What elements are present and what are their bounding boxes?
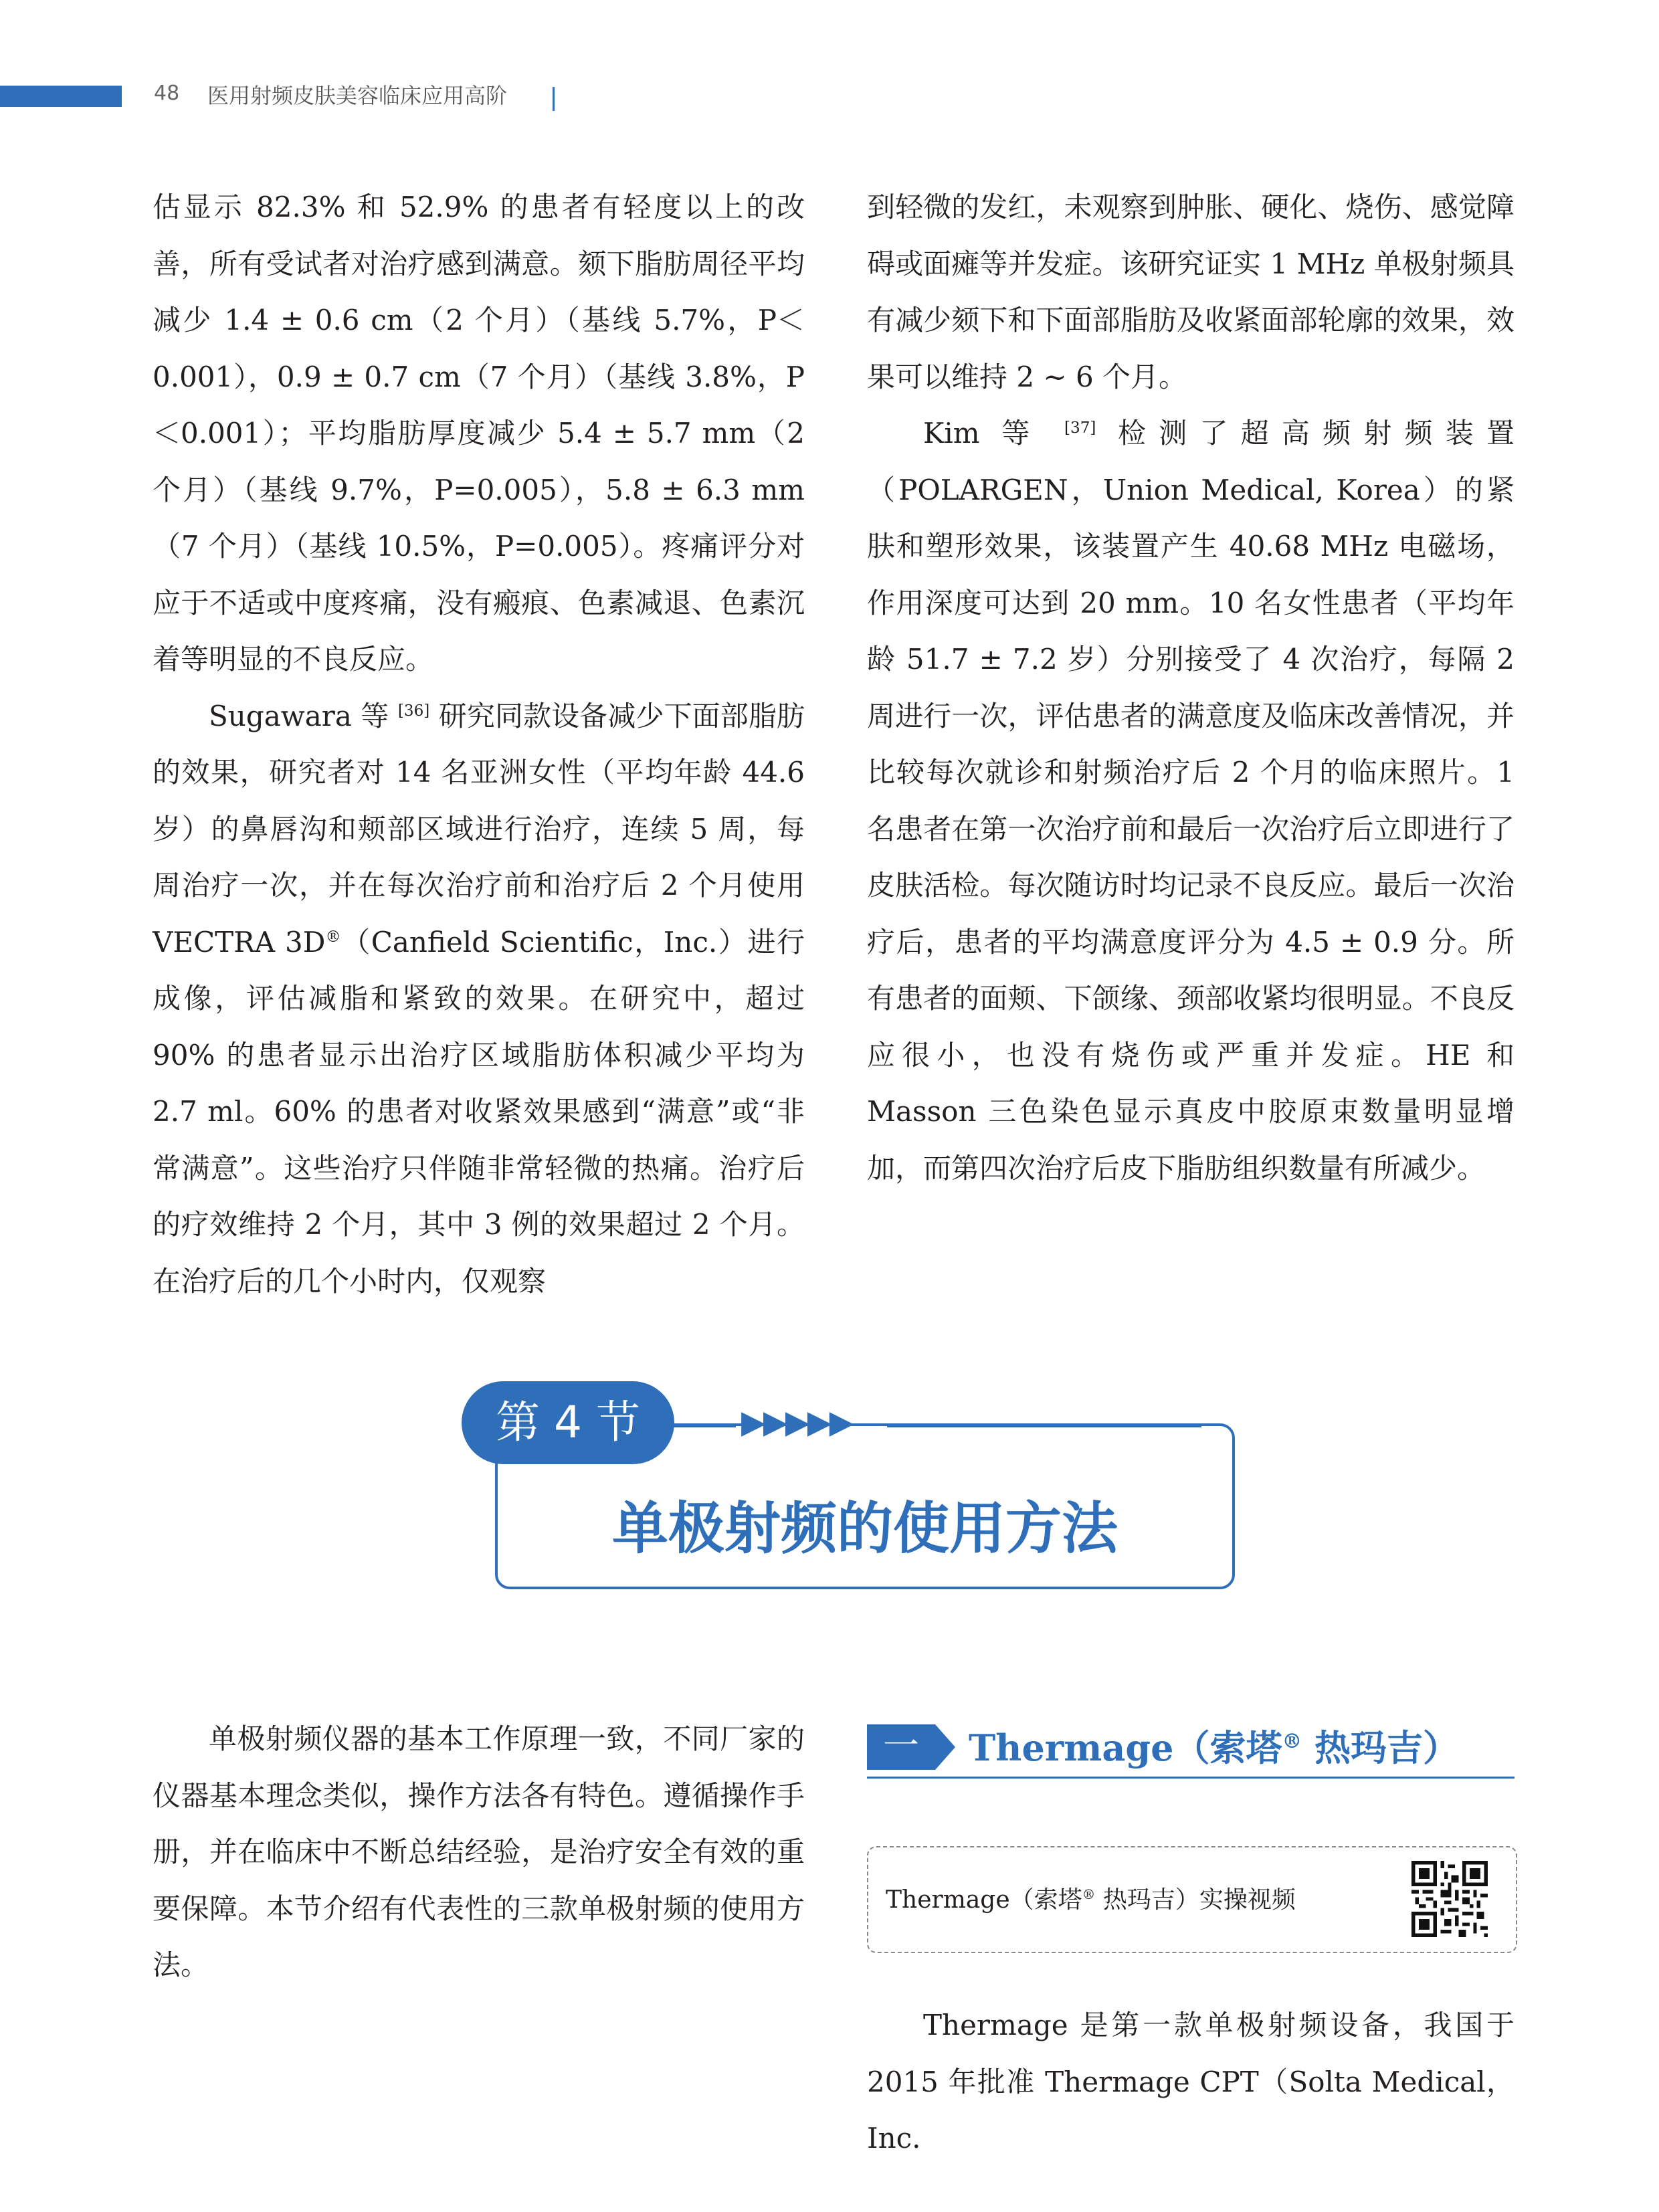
subsection-heading — [867, 1719, 1515, 1778]
video-link-label — [886, 1881, 1296, 1915]
text-run: Kim 等 — [923, 417, 1065, 449]
registered-mark: ® — [1282, 1730, 1302, 1753]
section-connector-line — [669, 1424, 736, 1427]
text-run: Thermage（索塔 — [969, 1726, 1282, 1769]
section-connector-line — [887, 1424, 1201, 1427]
citation: [37] — [1064, 419, 1096, 437]
subsection-underline — [867, 1777, 1515, 1779]
left-column-top — [153, 179, 805, 1310]
text-run: Thermage（索塔 — [886, 1886, 1082, 1914]
paragraph: 单极射频仪器的基本工作原理一致，不同厂家的仪器基本理念类似，操作方法各有特色。遵循操作手册，并在临床中不断总结经验，是治疗安全有效的重要保障。本节介绍有代表性的三款单极射频的使用方法。 — [153, 1722, 805, 1981]
text-run: （Canfield Scientific，Inc.）进行成像，评估减脂和紧致的效果。在研究中，超过 90% 的患者显示出治疗区域脂肪体积减少平均为 2.7 ml。60% 的患者对收紧效果感到“满意”或“非常满意”。这些治疗只伴随非常轻微的热痛。治疗后的疗效维持 2 个月，其中 3 例的效果超过 2 个月。在治疗后的几个小时内，仅观察 — [153, 925, 805, 1298]
subsection-title — [969, 1719, 1459, 1777]
running-title: 医用射频皮肤美容临床应用高阶 — [207, 83, 508, 108]
section-label: 第 4 节 — [462, 1381, 674, 1464]
subsection-arrow-icon — [935, 1724, 955, 1770]
qr-code-icon[interactable] — [1411, 1861, 1488, 1937]
paragraph: Thermage 是第一款单极射频设备，我国于 2015 年批准 Thermage CPT（Solta Medical，Inc. — [867, 2009, 1515, 2154]
paragraph — [153, 688, 805, 1310]
right-column-bottom — [867, 1997, 1515, 2167]
text-run: 热玛吉）实操视频 — [1095, 1886, 1296, 1914]
registered-mark: ® — [325, 928, 341, 946]
header-divider — [553, 87, 555, 111]
subsection-number: 一 — [867, 1724, 935, 1770]
registered-mark: ® — [1082, 1887, 1096, 1902]
section-title: 单极射频的使用方法 — [611, 1496, 1118, 1561]
text-run: Sugawara 等 — [209, 699, 398, 732]
header-accent-bar — [0, 86, 122, 107]
left-column-bottom — [153, 1711, 805, 1994]
video-link-box[interactable] — [867, 1846, 1517, 1953]
citation: [36] — [397, 702, 430, 720]
paragraph: 到轻微的发红，未观察到肿胀、硬化、烧伤、感觉障碍或面瘫等并发症。该研究证实 1 MHz 单极射频具有减少颏下和下面部脂肪及收紧面部轮廓的效果，效果可以维持 2 ~ 6 个月。 — [867, 191, 1515, 393]
section-arrows-icon: ▶▶▶▶▶ — [741, 1403, 852, 1441]
text-run: 热玛吉） — [1302, 1726, 1459, 1769]
paragraph: 估显示 82.3% 和 52.9% 的患者有轻度以上的改善，所有受试者对治疗感到满意。颏下脂肪周径平均减少 1.4 ± 0.6 cm（2 个月）（基线 5.7%，P＜0.001），0.9 ± 0.7 cm（7 个月）（基线 3.8%，P＜0.001）；平均脂肪厚度减少 5.4 ± 5.7 mm（2 个月）（基线 9.7%，P=0.005），5.8 ± 6.3 mm（7 个月）（基线 10.5%，P=0.005）。疼痛评分对应于不适或中度疼痛，没有瘢痕、色素减退、色素沉着等明显的不良反应。 — [153, 191, 805, 676]
paragraph — [867, 405, 1515, 1197]
right-column-top — [867, 179, 1515, 1197]
page-number: 48 — [154, 82, 180, 105]
text-run: 检测了超高频射频装置（POLARGEN，Union Medical, Korea）的紧肤和塑形效果，该装置产生 40.68 MHz 电磁场，作用深度可达到 20 mm。10 名女性患者（平均年龄 51.7 ± 7.2 岁）分别接受了 4 次治疗，每隔 2 周进行一次，评估患者的满意度及临床改善情况，并比较每次就诊和射频治疗后 2 个月的临床照片。1 名患者在第一次治疗前和最后一次治疗后立即进行了皮肤活检。每次随访时均记录不良反应。最后一次治疗后，患者的平均满意度评分为 4.5 ± 0.9 分。所有患者的面颊、下颌缘、颈部收紧均很明显。不良反应很小，也没有烧伤或严重并发症。HE 和 Masson 三色染色显示真皮中胶原束数量明显增加，而第四次治疗后皮下脂肪组织数量有所减少。 — [867, 417, 1515, 1185]
text-run: 研究同款设备减少下面部脂肪的效果，研究者对 14 名亚洲女性（平均年龄 44.6 岁）的鼻唇沟和颊部区域进行治疗，连续 5 周，每周治疗一次，并在每次治疗前和治疗后 2 个月使用 VECTRA 3D — [153, 699, 805, 959]
